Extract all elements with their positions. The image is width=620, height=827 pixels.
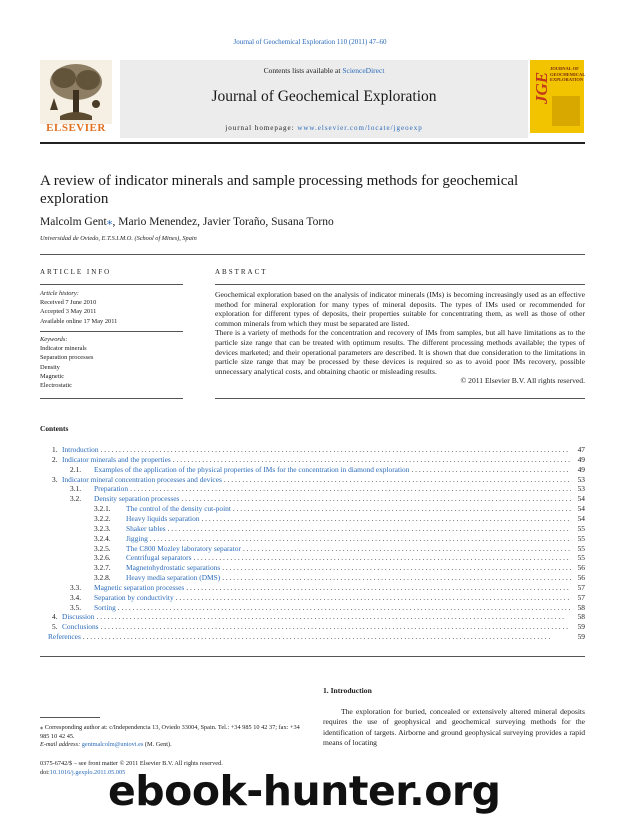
toc-leader-dots	[181, 494, 571, 503]
toc-entry-page: 55	[577, 523, 585, 533]
contents-available-text: Contents lists available at	[263, 66, 343, 75]
keywords	[40, 335, 190, 390]
toc-entry-title[interactable]: The control of the density cut-point	[126, 504, 231, 514]
toc-entry[interactable]	[48, 475, 585, 485]
footnote	[40, 724, 310, 750]
divider	[40, 331, 183, 332]
email-link[interactable]: gentmalcolm@uniovi.es	[81, 741, 144, 748]
other-authors: , Mario Menendez, Javier Toraño, Susana Torno	[112, 216, 334, 228]
journal-banner	[120, 60, 528, 138]
toc-entry-title[interactable]: Magnetohydrostatic separations	[126, 563, 221, 573]
toc-leader-dots	[173, 455, 571, 464]
abstract-body	[215, 290, 585, 386]
toc-leader-dots	[411, 465, 571, 474]
toc-entry-number: 3.5.	[70, 602, 82, 612]
toc-entry[interactable]	[48, 583, 585, 593]
homepage-label: journal homepage:	[225, 124, 298, 132]
history-label: Article history:	[40, 290, 79, 297]
toc-leader-dots	[222, 563, 571, 572]
toc-entry-page: 54	[577, 504, 585, 514]
toc-entry-number: 1.	[52, 445, 58, 454]
keywords-label: Keywords:	[40, 336, 68, 343]
toc-entry-title[interactable]: Introduction	[62, 445, 99, 454]
cover-abbrev: JGE	[532, 71, 551, 104]
toc-leader-dots	[224, 475, 571, 484]
abstract-paragraph: There is a variety of methods for the concentration and recovery of IMs from samples, but all have limitations as to the particle size range that can be treated with optimum results. The different processing methods available; the types of devices marketed; and their operational parameters are described. It is shown that due consideration to the limitations in particle size range that may be processed by these devices is required so as to avoid poor IMs recovery, possible unnecessary analytical costs, and obtaining chaotic or misleading results.	[215, 328, 585, 376]
toc-entry[interactable]	[48, 612, 585, 622]
homepage-link[interactable]: www.elsevier.com/locate/jgeoexp	[297, 124, 423, 132]
toc-entry-page: 53	[577, 474, 585, 484]
divider	[40, 656, 585, 657]
toc-entry-title[interactable]: Centrifugal separators	[126, 553, 192, 563]
toc-leader-dots	[193, 553, 571, 562]
toc-leader-dots	[222, 573, 571, 582]
toc-entry-title[interactable]: Jigging	[126, 533, 148, 543]
toc-leader-dots	[243, 544, 571, 553]
issn-line: 0375-6742/$ – see front matter © 2011 Elsevier B.V. All rights reserved.	[40, 760, 223, 767]
toc-entry-page: 56	[577, 573, 585, 583]
toc-leader-dots	[233, 504, 571, 513]
toc-entry-number: 5.	[52, 622, 58, 632]
header-rule	[40, 142, 585, 144]
toc-entry-page: 54	[577, 513, 585, 523]
toc-entry[interactable]	[48, 524, 585, 534]
toc-leader-dots	[101, 445, 571, 454]
toc-entry-number: 3.2.7.	[94, 563, 111, 573]
toc-entry[interactable]	[48, 593, 585, 603]
toc-entry-page: 59	[577, 632, 585, 642]
toc-entry-number: 2.1.	[70, 464, 82, 474]
toc-entry-title[interactable]: Separation by conductivity	[94, 592, 174, 602]
cover-image	[552, 96, 580, 126]
toc-entry[interactable]	[48, 484, 585, 494]
toc-leader-dots	[83, 632, 571, 641]
toc-entry-page: 59	[577, 622, 585, 632]
introduction-text: The exploration for buried, concealed or extensively altered mineral deposits requires the use of geophysical and geochemical surveying methods for the identification of targets. Airborne and ground geophysical surveying provides a rapid means of locating	[323, 707, 585, 748]
toc-entry[interactable]	[48, 553, 585, 563]
toc-entry-title[interactable]: Indicator mineral concentration processes and devices	[62, 474, 222, 484]
toc-entry-title[interactable]: Shaker tables	[126, 523, 166, 533]
toc-entry-page: 57	[577, 592, 585, 602]
journal-homepage-line	[120, 124, 528, 132]
toc-entry-number: 3.	[52, 474, 58, 484]
toc-entry[interactable]	[48, 455, 585, 465]
toc-entry-title[interactable]: Sorting	[94, 602, 116, 612]
doi-link[interactable]: 10.1016/j.gexplo.2011.05.005	[49, 769, 126, 776]
article-title: A review of indicator minerals and sample processing methods for geochemical exploration	[40, 173, 519, 207]
divider	[40, 254, 585, 255]
first-author: Malcolm Gent	[40, 216, 107, 228]
sciencedirect-link[interactable]: ScienceDirect	[342, 66, 385, 75]
toc-entry-page: 56	[577, 563, 585, 573]
toc-leader-dots	[201, 514, 571, 523]
toc-entry-title[interactable]: Preparation	[94, 484, 129, 494]
corresponding-author-note: ⁎ Corresponding author at: c/Independencia 13, Oviedo 33004, Spain. Tel.: +34 985 10 42 37; fax: +34 985 10 42 45.	[40, 724, 300, 740]
toc-entry-number: 3.2.3.	[94, 523, 111, 533]
divider	[215, 284, 585, 285]
toc-entry-title[interactable]: Indicator minerals and the properties	[62, 454, 171, 464]
toc-entry[interactable]	[48, 465, 585, 475]
journal-cover	[530, 60, 584, 133]
toc-entry-title[interactable]: References	[48, 632, 81, 642]
toc-entry-page: 55	[577, 553, 585, 563]
toc-entry-number: 3.2.2.	[94, 513, 111, 523]
journal-citation[interactable]: Journal of Geochemical Exploration 110 (2011) 47–60	[233, 38, 387, 46]
toc-entry-title[interactable]: The C800 Mozley laboratory separator	[126, 543, 241, 553]
toc-entry-number: 3.2.5.	[94, 543, 111, 553]
toc-entry[interactable]	[48, 603, 585, 613]
keyword: Indicator minerals	[40, 345, 87, 353]
toc-entry-number: 4.	[52, 612, 58, 622]
toc-entry-number: 3.1.	[70, 484, 82, 494]
journal-title: Journal of Geochemical Exploration	[211, 88, 437, 105]
affiliation: Universidad de Oviedo, E.T.S.I.M.O. (School of Mines), Spain	[40, 235, 197, 242]
toc-entry-page: 54	[577, 494, 585, 504]
online-date: Available online 17 May 2011	[40, 317, 118, 325]
publisher-name: ELSEVIER	[46, 122, 106, 134]
corresponding-author-mark[interactable]: ⁎	[106, 216, 113, 228]
toc-entry-page: 49	[577, 464, 585, 474]
toc-entry[interactable]	[48, 544, 585, 554]
accepted-date: Accepted 3 May 2011	[40, 308, 97, 316]
toc-entry[interactable]	[48, 514, 585, 524]
email-suffix: (M. Gent).	[143, 741, 172, 748]
toc-entry-page: 58	[577, 602, 585, 612]
toc-entry-page: 58	[577, 612, 585, 622]
keyword: Electrostatic	[40, 382, 72, 390]
toc-leader-dots	[96, 612, 571, 621]
footnote-rule	[40, 717, 100, 718]
toc-leader-dots	[118, 603, 571, 612]
toc-entry-title[interactable]: Magnetic separation processes	[94, 582, 185, 592]
toc-entry-page: 49	[577, 454, 585, 464]
toc-entry[interactable]	[48, 632, 585, 642]
received-date: Received 7 June 2010	[40, 299, 97, 307]
divider	[40, 398, 183, 399]
toc-entry-number: 2.	[52, 454, 58, 464]
toc-entry-number: 3.2.1.	[94, 504, 111, 514]
toc-entry[interactable]	[48, 573, 585, 583]
abstract-paragraph: Geochemical exploration based on the analysis of indicator minerals (IMs) is becoming increasingly used as an effective method for mineral exploration for many types of mineral deposits. The types of IMs used or recommended for exploration for different types of deposits, their properties suitable for concentrating them, as well as those of other common minerals from which they must be separated are listed.	[215, 290, 585, 328]
toc-entry[interactable]	[48, 494, 585, 504]
divider	[40, 284, 183, 285]
toc-entry-number: 3.2.6.	[94, 553, 111, 563]
toc-leader-dots	[101, 622, 571, 631]
toc-entry[interactable]	[48, 504, 585, 514]
doi-label: doi:	[40, 769, 50, 776]
toc-entry-number: 3.2.8.	[94, 573, 111, 583]
keyword: Density	[40, 363, 60, 371]
abstract-copyright: © 2011 Elsevier B.V. All rights reserved.	[460, 376, 585, 386]
toc-entry-title[interactable]: Discussion	[62, 612, 95, 622]
contents-available-line	[120, 66, 528, 75]
keyword: Separation processes	[40, 354, 94, 362]
toc-entry-title[interactable]: Conclusions	[62, 622, 99, 632]
toc-leader-dots	[150, 534, 571, 543]
toc-entry-page: 55	[577, 543, 585, 553]
toc-entry-page: 47	[577, 445, 585, 454]
toc-entry-title[interactable]: Heavy liquids separation	[126, 513, 200, 523]
author-list	[40, 214, 334, 228]
contents-heading: Contents	[40, 424, 69, 433]
toc-leader-dots	[130, 484, 571, 493]
abstract-heading: ABSTRACT	[215, 268, 268, 276]
toc-entry-number: 3.2.	[70, 494, 82, 504]
cover-title: JOURNAL OF GEOCHEMICAL EXPLORATION	[550, 66, 586, 82]
toc-entry-page: 53	[577, 484, 585, 494]
toc-leader-dots	[168, 524, 571, 533]
toc-entry[interactable]	[48, 563, 585, 573]
toc-leader-dots	[186, 583, 571, 592]
toc-entry-number: 3.2.4.	[94, 533, 111, 543]
watermark: ebook-hunter.org	[108, 767, 501, 815]
toc-entry-title[interactable]: Examples of the application of the physical properties of IMs for the concentration in diamond exploration	[94, 464, 410, 474]
toc-entry-number: 3.3.	[70, 582, 82, 592]
toc-entry[interactable]	[48, 622, 585, 632]
toc-leader-dots	[176, 593, 571, 602]
toc-entry[interactable]	[48, 445, 585, 455]
toc-entry-number: 3.4.	[70, 592, 82, 602]
toc-entry-title[interactable]: Heavy media separation (DMS)	[126, 573, 221, 583]
email-label: E-mail address:	[40, 741, 82, 748]
article-info-heading: ARTICLE INFO	[40, 268, 112, 276]
toc-entry-page: 57	[577, 582, 585, 592]
toc-entry-title[interactable]: Density separation processes	[94, 494, 180, 504]
introduction-heading: 1. Introduction	[323, 686, 372, 695]
divider	[215, 398, 585, 399]
article-history	[40, 289, 190, 326]
toc-entry-page: 55	[577, 533, 585, 543]
email-line	[40, 741, 310, 750]
toc-entry[interactable]	[48, 534, 585, 544]
keyword: Magnetic	[40, 372, 65, 380]
